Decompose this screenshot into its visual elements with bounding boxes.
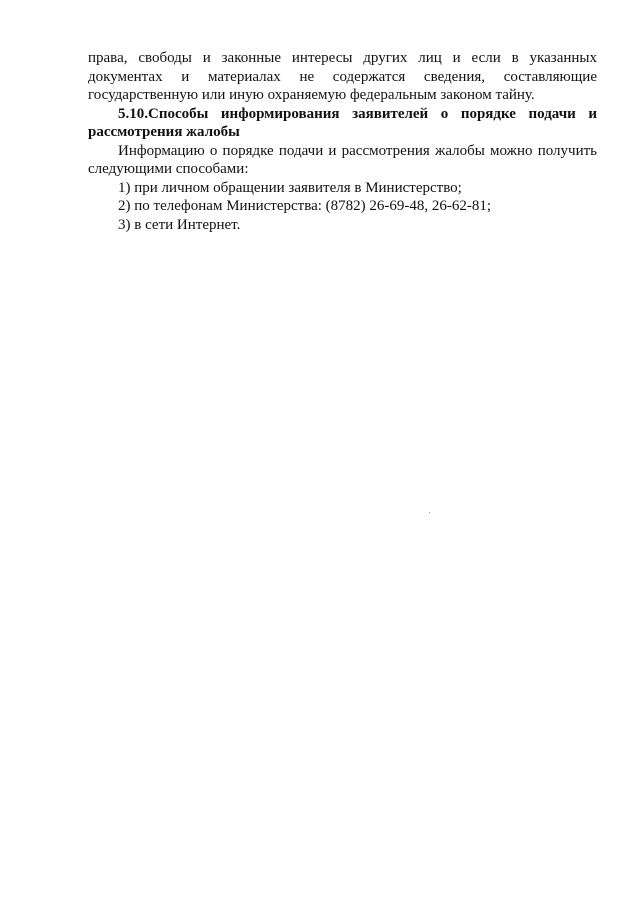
section-heading-line-1: 5.10.Способы информирования заявителей о порядке подачи и bbox=[118, 105, 597, 122]
intro-line-2: документах и материалах не содержатся сведения, составляющие bbox=[88, 68, 597, 85]
method-item-3: 3) в сети Интернет. bbox=[118, 216, 241, 233]
intro-line-1: права, свободы и законные интересы других лиц и если в указанных bbox=[88, 50, 597, 66]
intro-line-3: государственную или иную охраняемую федеральным законом тайну. bbox=[88, 87, 535, 103]
scan-speck bbox=[429, 512, 430, 513]
info-paragraph bbox=[88, 142, 597, 179]
section-heading-line-2: рассмотрения жалобы bbox=[88, 124, 240, 140]
info-line-2: следующими способами: bbox=[88, 161, 249, 177]
document-page bbox=[88, 49, 597, 234]
info-line-1: Информацию о порядке подачи и рассмотрения жалобы можно получить bbox=[118, 142, 597, 159]
intro-paragraph bbox=[88, 49, 597, 105]
method-item-1: 1) при личном обращении заявителя в Министерство; bbox=[118, 179, 462, 196]
section-heading bbox=[88, 105, 597, 142]
method-item-2: 2) по телефонам Министерства: (8782) 26-69-48, 26-62-81; bbox=[118, 198, 492, 214]
methods-list bbox=[88, 179, 597, 235]
